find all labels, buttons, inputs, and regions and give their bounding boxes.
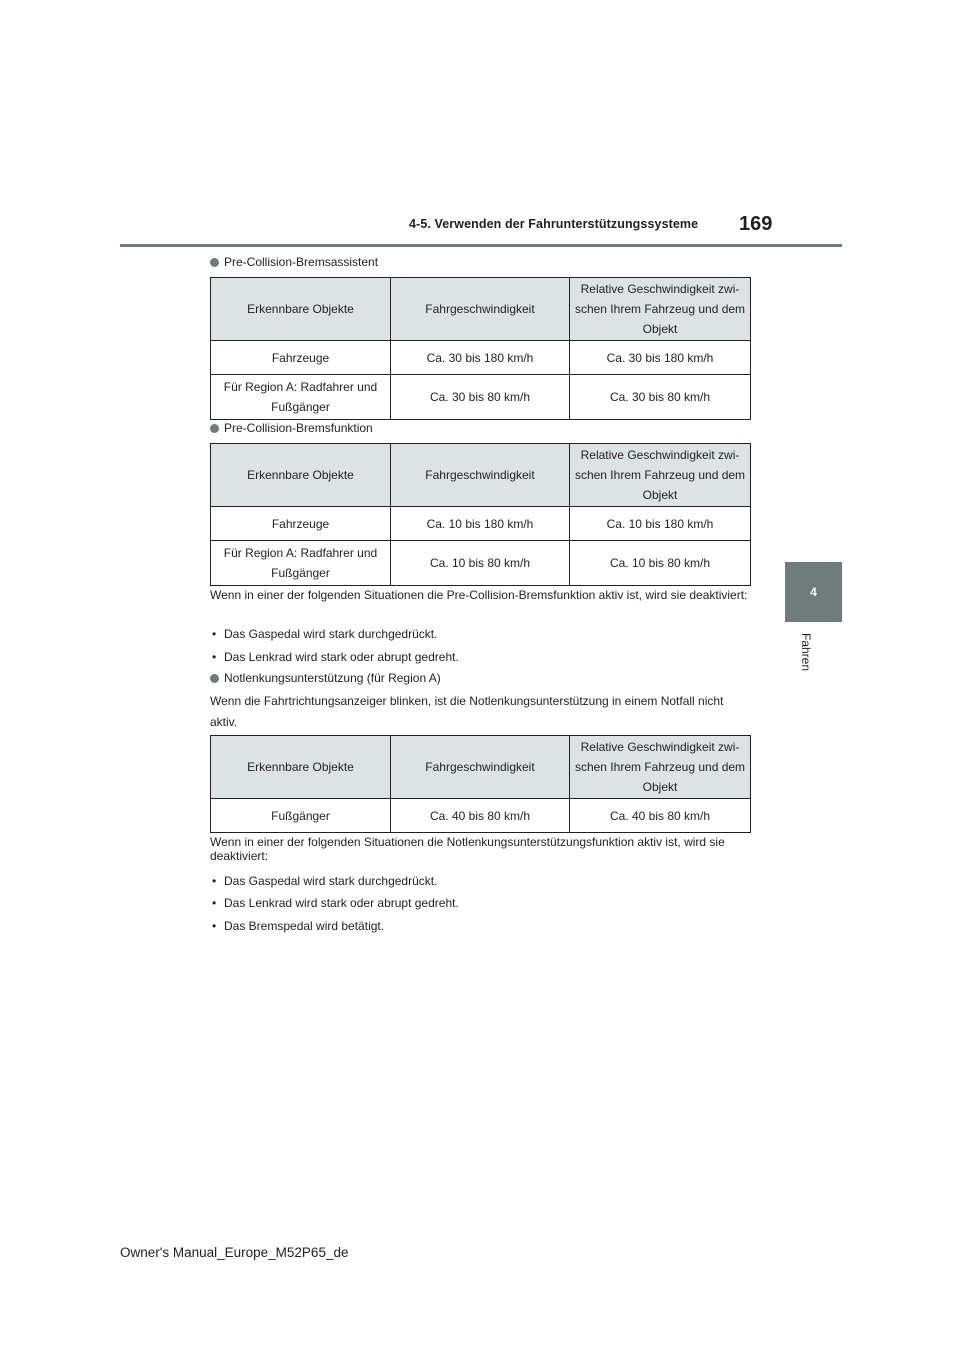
table-cell: Ca. 30 bis 180 km/h [391, 341, 570, 375]
table-cell: Fahrzeuge [211, 341, 391, 375]
list-item: • Das Gaspedal wird stark durchgedrückt. [212, 627, 438, 641]
table-cell: Fußgänger [211, 799, 391, 833]
header-cell: Relative Geschwindigkeit zwi-schen Ihrem Fahrzeug und dem Objekt [570, 444, 751, 507]
section-title: 4-5. Verwenden der Fahrunterstützungssysteme [409, 217, 699, 231]
table-row [211, 341, 751, 375]
table-row [211, 507, 751, 541]
table-cell: Ca. 10 bis 80 km/h [391, 541, 570, 586]
table-cell: Ca. 10 bis 180 km/h [391, 507, 570, 541]
bullet-heading [210, 671, 441, 685]
header-cell: Fahrgeschwindigkeit [391, 444, 570, 507]
list-item: • Das Bremspedal wird betätigt. [212, 919, 385, 933]
bullet-heading [210, 421, 373, 435]
bullet-heading [210, 255, 378, 269]
spec-table-3 [210, 735, 751, 833]
list-item-text: Das Gaspedal wird stark durchgedrückt. [224, 874, 438, 888]
table-header-row [211, 444, 751, 507]
list-item-text: Das Lenkrad wird stark oder abrupt gedreht. [224, 650, 459, 664]
bullet-heading-text: Pre-Collision-Bremsassistent [224, 255, 379, 269]
table-header-row [211, 736, 751, 799]
bullet-dot-icon [210, 674, 219, 683]
bullet-dot-icon [210, 424, 219, 433]
header-cell: Fahrgeschwindigkeit [391, 278, 570, 341]
table-cell: Ca. 10 bis 80 km/h [570, 541, 751, 586]
list-item: • Das Lenkrad wird stark oder abrupt gedreht. [212, 896, 459, 910]
chapter-tab [785, 562, 842, 622]
table-cell: Fahrzeuge [211, 507, 391, 541]
list-item-text: Das Bremspedal wird betätigt. [224, 919, 385, 933]
header-cell: Relative Geschwindigkeit zwi-schen Ihrem Fahrzeug und dem Objekt [570, 278, 751, 341]
header-cell: Erkennbare Objekte [211, 444, 391, 507]
table-cell: Für Region A: Radfahrer und Fußgänger [211, 541, 391, 586]
table-row [211, 799, 751, 833]
paragraph: Wenn die Fahrtrichtungsanzeiger blinken, ist die Notlenkungsunterstützung in einem Notfall nicht aktiv. [210, 694, 724, 729]
header-cell: Erkennbare Objekte [211, 736, 391, 799]
list-item-text: Das Gaspedal wird stark durchgedrückt. [224, 627, 438, 641]
table-cell: Für Region A: Radfahrer und Fußgänger [211, 375, 391, 420]
table-header-row [211, 278, 751, 341]
header-cell: Relative Geschwindigkeit zwi-schen Ihrem Fahrzeug und dem Objekt [570, 736, 751, 799]
bullet-dot-icon [210, 258, 219, 267]
chapter-number: 4 [810, 585, 817, 599]
table-cell: Ca. 30 bis 80 km/h [570, 375, 751, 420]
bullet-heading-text: Pre-Collision-Bremsfunktion [224, 421, 373, 435]
chapter-label: Fahren [799, 632, 813, 672]
list-item: • Das Gaspedal wird stark durchgedrückt. [212, 874, 438, 888]
table-cell: Ca. 40 bis 80 km/h [570, 799, 751, 833]
table-cell: Ca. 30 bis 180 km/h [570, 341, 751, 375]
page-number: 169 [739, 213, 773, 235]
footer-label: Owner's Manual_Europe_M52P65_de [120, 1245, 349, 1260]
table-cell: Ca. 10 bis 180 km/h [570, 507, 751, 541]
spec-table-2 [210, 443, 751, 586]
table-row [211, 375, 751, 420]
header-cell: Fahrgeschwindigkeit [391, 736, 570, 799]
table-row [211, 541, 751, 586]
header-cell: Erkennbare Objekte [211, 278, 391, 341]
list-item: • Das Lenkrad wird stark oder abrupt gedreht. [212, 650, 459, 664]
table-cell: Ca. 40 bis 80 km/h [391, 799, 570, 833]
list-item-text: Das Lenkrad wird stark oder abrupt gedreht. [224, 896, 459, 910]
spec-table-1 [210, 277, 751, 420]
bullet-heading-text: Notlenkungsunterstützung (für Region A) [224, 671, 441, 685]
header-divider [120, 244, 842, 247]
paragraph: Wenn in einer der folgenden Situationen die Pre-Collision-Bremsfunktion aktiv ist, wird sie deaktiviert: [210, 588, 748, 602]
paragraph: Wenn in einer der folgenden Situationen die Notlenkungsunterstützungsfunktion aktiv ist, wird sie deaktiviert: [210, 835, 725, 863]
table-cell: Ca. 30 bis 80 km/h [391, 375, 570, 420]
